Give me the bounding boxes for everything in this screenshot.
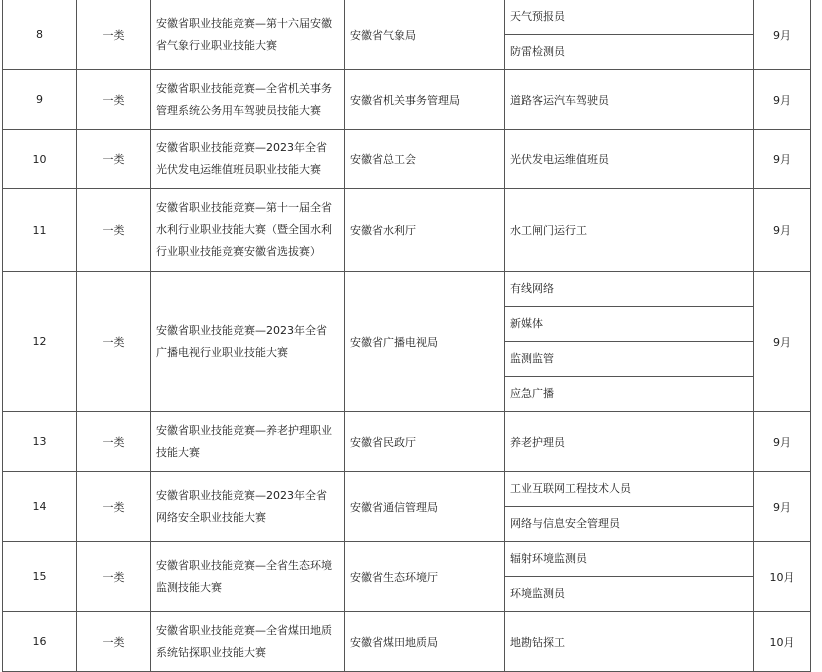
month: 9月 — [754, 130, 811, 189]
month: 9月 — [754, 472, 811, 542]
table-row — [3, 412, 811, 472]
row-category: 一类 — [77, 412, 151, 472]
job-title: 道路客运汽车驾驶员 — [505, 70, 754, 130]
table-row — [3, 272, 811, 307]
row-number: 11 — [3, 189, 77, 272]
table-row — [3, 189, 811, 272]
month: 9月 — [754, 70, 811, 130]
row-number: 9 — [3, 70, 77, 130]
row-category: 一类 — [77, 130, 151, 189]
row-number: 12 — [3, 272, 77, 412]
competition-name: 安徽省职业技能竞赛—第十一届全省 水利行业职业技能大赛（暨全国水利 行业职业技能竞赛安徽省选拔赛） — [151, 189, 345, 272]
table-row — [3, 70, 811, 130]
job-title: 工业互联网工程技术人员 — [505, 472, 754, 507]
row-category: 一类 — [77, 70, 151, 130]
organizer: 安徽省机关事务管理局 — [345, 70, 505, 130]
month: 10月 — [754, 542, 811, 612]
competition-table — [2, 0, 811, 672]
month: 9月 — [754, 189, 811, 272]
job-title: 地勘钻探工 — [505, 612, 754, 672]
organizer: 安徽省生态环境厅 — [345, 542, 505, 612]
competition-name: 安徽省职业技能竞赛—养老护理职业 技能大赛 — [151, 412, 345, 472]
table-row — [3, 0, 811, 35]
job-title: 有线网络 — [505, 272, 754, 307]
competition-name: 安徽省职业技能竞赛—全省煤田地质 系统钻探职业技能大赛 — [151, 612, 345, 672]
table-row — [3, 130, 811, 189]
month: 9月 — [754, 412, 811, 472]
organizer: 安徽省煤田地质局 — [345, 612, 505, 672]
row-category: 一类 — [77, 542, 151, 612]
month: 9月 — [754, 272, 811, 412]
competition-name: 安徽省职业技能竞赛—全省机关事务 管理系统公务用车驾驶员技能大赛 — [151, 70, 345, 130]
row-category: 一类 — [77, 272, 151, 412]
organizer: 安徽省通信管理局 — [345, 472, 505, 542]
row-number: 13 — [3, 412, 77, 472]
month: 10月 — [754, 612, 811, 672]
row-category: 一类 — [77, 189, 151, 272]
job-title: 防雷检测员 — [505, 35, 754, 70]
row-number: 8 — [3, 0, 77, 70]
job-title: 养老护理员 — [505, 412, 754, 472]
row-number: 10 — [3, 130, 77, 189]
job-title: 天气预报员 — [505, 0, 754, 35]
job-title: 网络与信息安全管理员 — [505, 507, 754, 542]
job-title: 环境监测员 — [505, 577, 754, 612]
job-title: 监测监管 — [505, 342, 754, 377]
competition-name: 安徽省职业技能竞赛—2023年全省 光伏发电运维值班员职业技能大赛 — [151, 130, 345, 189]
organizer: 安徽省广播电视局 — [345, 272, 505, 412]
organizer: 安徽省总工会 — [345, 130, 505, 189]
job-title: 应急广播 — [505, 377, 754, 412]
row-number: 14 — [3, 472, 77, 542]
job-title: 辐射环境监测员 — [505, 542, 754, 577]
competition-name: 安徽省职业技能竞赛—2023年全省 广播电视行业职业技能大赛 — [151, 272, 345, 412]
row-number: 15 — [3, 542, 77, 612]
job-title: 光伏发电运维值班员 — [505, 130, 754, 189]
competition-name: 安徽省职业技能竞赛—第十六届安徽 省气象行业职业技能大赛 — [151, 0, 345, 70]
competition-name: 安徽省职业技能竞赛—2023年全省 网络安全职业技能大赛 — [151, 472, 345, 542]
organizer: 安徽省水利厅 — [345, 189, 505, 272]
row-category: 一类 — [77, 0, 151, 70]
job-title: 新媒体 — [505, 307, 754, 342]
row-category: 一类 — [77, 612, 151, 672]
table-row — [3, 472, 811, 507]
row-number: 16 — [3, 612, 77, 672]
table-row — [3, 612, 811, 672]
row-category: 一类 — [77, 472, 151, 542]
organizer: 安徽省气象局 — [345, 0, 505, 70]
organizer: 安徽省民政厅 — [345, 412, 505, 472]
job-title: 水工闸门运行工 — [505, 189, 754, 272]
table-row — [3, 542, 811, 577]
month: 9月 — [754, 0, 811, 70]
competition-name: 安徽省职业技能竞赛—全省生态环境 监测技能大赛 — [151, 542, 345, 612]
